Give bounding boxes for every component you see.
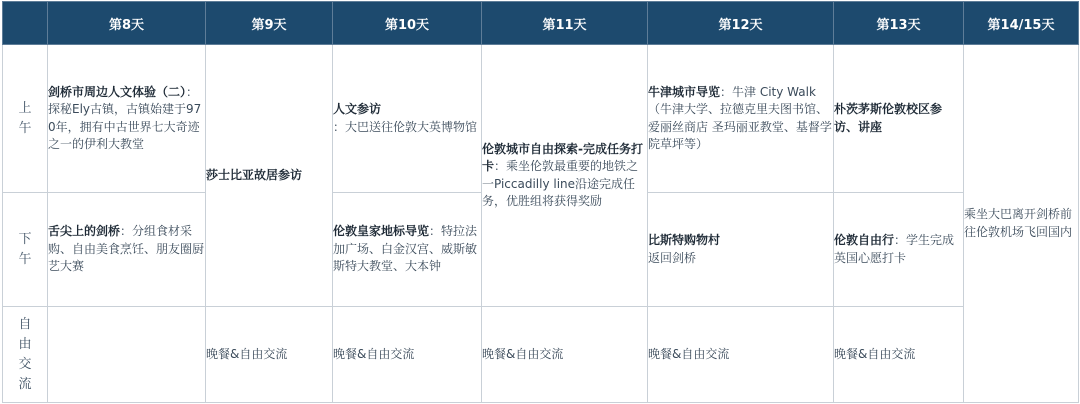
- row-morning: [3, 45, 1079, 193]
- period-char: 自: [18, 316, 32, 332]
- day10-morning-text: ：大巴送往伦敦大英博物馆: [333, 119, 478, 134]
- day13-free: [834, 307, 964, 403]
- day9-title: 莎士比亚故居参访: [206, 167, 303, 182]
- period-afternoon: [3, 193, 48, 307]
- day13-morning-title: 朴茨茅斯伦敦校区参访、讲座: [834, 102, 943, 134]
- day11-text: ：乘坐伦敦最重要的地铁之一Piccadilly line沿途完成任务，优胜组将获得奖励: [482, 159, 639, 208]
- day11-daytime: [482, 45, 648, 307]
- header-day-13: 第13天: [834, 2, 964, 45]
- day13-afternoon-title: 伦敦自由行: [834, 233, 895, 247]
- period-char: 交: [18, 356, 32, 372]
- period-char: 下: [18, 231, 32, 247]
- day11-title: 伦敦城市自由探索-完成任务打卡: [482, 141, 643, 173]
- itinerary-table: [2, 1, 1079, 403]
- header-corner: [3, 2, 48, 45]
- header-day-9: 第9天: [206, 2, 333, 45]
- day12-afternoon-text: 返回剑桥: [648, 250, 697, 265]
- day8-afternoon: [48, 193, 206, 307]
- header-day-14-15: 第14/15天: [964, 2, 1079, 45]
- day8-afternoon-text: ：分组食材采购、自由美食烹饪、朋友圈厨艺大赛: [48, 224, 205, 274]
- day10-morning: [333, 45, 482, 193]
- period-char: 午: [18, 251, 32, 267]
- header-day-10: 第10天: [333, 2, 482, 45]
- day9-daytime: [206, 45, 333, 307]
- day12-morning-text: ：牛津 City Walk（牛津大学、拉德克里夫图书馆、爱丽丝商店 圣玛丽亚教堂、基督学院草坪等）: [648, 84, 832, 151]
- day10-free: [333, 307, 482, 403]
- period-char: 流: [18, 376, 32, 392]
- header-day-8: 第8天: [48, 2, 206, 45]
- day9-free: [206, 307, 333, 403]
- day10-afternoon: [333, 193, 482, 307]
- period-char: 上: [18, 100, 32, 116]
- day13-evening: 晚餐&自由交流: [834, 346, 916, 361]
- header-day-12: 第12天: [648, 2, 834, 45]
- day10-evening: 晚餐&自由交流: [333, 346, 415, 361]
- header-row: [3, 2, 1079, 45]
- period-morning: [3, 45, 48, 193]
- day12-morning: [648, 45, 834, 193]
- period-free: [3, 307, 48, 403]
- day12-morning-title: 牛津城市导览: [648, 84, 721, 99]
- day12-afternoon: [648, 193, 834, 307]
- day8-free: [48, 307, 206, 403]
- day8-morning: [48, 45, 206, 193]
- period-char: 由: [18, 336, 32, 352]
- day12-evening: 晚餐&自由交流: [648, 346, 730, 361]
- day11-evening: 晚餐&自由交流: [482, 346, 564, 361]
- header-day-11: 第11天: [482, 2, 648, 45]
- day13-afternoon-text: ：学生完成英国心愿打卡: [834, 233, 955, 265]
- row-free: [3, 307, 1079, 403]
- day1415-all: [964, 45, 1079, 403]
- day11-free: [482, 307, 648, 403]
- day1415-text: 乘坐大巴离开剑桥前往伦敦机场飞回国内: [964, 207, 1073, 239]
- day10-afternoon-title: 伦敦皇家地标导览: [333, 224, 430, 239]
- day8-afternoon-title: 舌尖上的剑桥: [48, 224, 121, 239]
- day9-evening: 晚餐&自由交流: [206, 346, 288, 361]
- period-char: 午: [18, 120, 32, 136]
- day10-afternoon-text: ：特拉法加广场、白金汉宫、威斯敏斯特大教堂、大本钟: [333, 224, 478, 274]
- day12-afternoon-title: 比斯特购物村: [648, 233, 721, 247]
- day13-morning: [834, 45, 964, 193]
- day8-morning-title: 剑桥市周边人文体验（二）: [48, 84, 187, 99]
- day10-morning-title: 人文参访: [333, 102, 382, 116]
- day8-morning-text: ：探秘Ely古镇，古镇始建于970年，拥有中古世界七大奇迹之一的伊利大教堂: [48, 84, 202, 151]
- day13-afternoon: [834, 193, 964, 307]
- day12-free: [648, 307, 834, 403]
